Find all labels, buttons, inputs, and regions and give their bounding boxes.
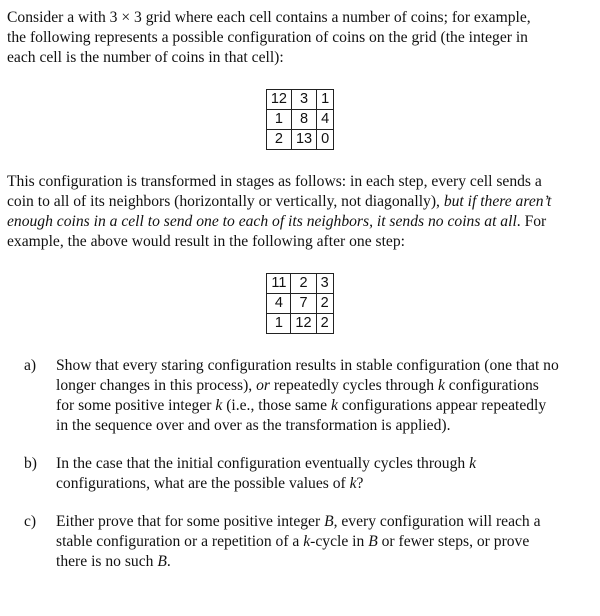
grid-cell: 0 [317,130,334,150]
grid-cell: 1 [267,314,291,334]
math-variable-k: k [303,533,311,550]
transform-emphasis: enough coins in a cell to send one to each of its neighbors, it sends no coins at all [7,213,517,230]
intro-line: Consider a with 3 × 3 grid where each cell contains a number of coins; for example, [7,9,531,26]
question-body [56,512,541,572]
question-text: there is no such [56,553,158,570]
grid-cell: 2 [291,274,316,294]
grid-row [266,110,333,130]
question-text: Either prove that for some positive integer [56,513,325,530]
example-grid-container [7,89,593,150]
grid-cell: 3 [316,274,333,294]
math-variable-k: k [437,377,445,394]
question-line [56,532,541,552]
transform-line [7,192,593,212]
question-line: in the sequence over and over as the transformation is applied). [56,417,451,434]
transform-emphasis: but if there aren’t [443,193,552,210]
transform-line: example, the above would result in the following after one step: [7,233,405,250]
question-text: stable configuration or a repetition of a [56,533,304,550]
question-text: or fewer steps, or prove [377,533,530,550]
transform-text: coin to all of its neighbors (horizontally or vertically, not diagonally), [7,193,444,210]
grid-cell: 4 [267,294,291,314]
transform-line: This configuration is transformed in stages as follows: in each step, every cell sends a [7,173,542,190]
grid-cell: 3 [291,90,316,110]
question-text: . [166,553,171,570]
math-variable-k: k [215,397,223,414]
intro-line: each cell is the number of coins in that cell): [7,49,284,66]
question-line [56,552,541,572]
question-text: ? [356,475,364,492]
question-emphasis: or [256,377,270,394]
grid-cell: 12 [291,314,316,334]
result-grid-container [7,273,593,334]
question-line [56,376,559,396]
question-label: b) [24,455,37,472]
grid-cell: 7 [291,294,316,314]
grid-cell: 11 [267,274,291,294]
question-text: configurations [444,377,539,394]
math-variable-b: B [157,553,167,570]
grid-cell: 12 [266,90,291,110]
grid-row [267,274,333,294]
grid-row [267,314,333,334]
grid-cell: 4 [317,110,334,130]
transform-paragraph [7,172,593,252]
grid-cell: 8 [291,110,316,130]
intro-paragraph [7,8,593,68]
grid-cell: 1 [317,90,334,110]
example-grid [266,89,334,150]
grid-row [266,130,333,150]
grid-cell: 2 [316,314,333,334]
question-text: -cycle in [310,533,369,550]
question-text: In the case that the initial configuration eventually cycles through [56,455,470,472]
question-text: longer changes in this process), [56,377,257,394]
question-label: c) [24,513,37,530]
transform-line [7,212,593,232]
question-text: for some positive integer [56,397,216,414]
grid-cell: 13 [291,130,316,150]
question-line: Show that every staring configuration results in stable configuration (one that no [56,357,559,374]
grid-cell: 1 [266,110,291,130]
intro-line: the following represents a possible configuration of coins on the grid (the integer in [7,29,528,46]
question-text: configurations appear repeatedly [337,397,547,414]
question-text: configurations, what are the possible values of [56,475,350,492]
question-text: (i.e., those same [222,397,331,414]
math-variable-k: k [349,475,357,492]
result-grid [266,273,333,334]
math-variable-k: k [469,455,477,472]
question-line [56,396,559,416]
question-c [7,512,593,572]
math-variable-b: B [324,513,334,530]
question-body [56,454,476,494]
transform-text: . For [516,213,547,230]
grid-cell: 2 [316,294,333,314]
question-line [56,474,476,494]
question-label: a) [24,357,37,374]
grid-cell: 2 [266,130,291,150]
question-a [7,356,593,436]
question-body [56,356,559,436]
grid-row [267,294,333,314]
question-line [56,512,541,532]
grid-row [266,90,333,110]
question-line [56,454,476,474]
problem-page [7,8,593,572]
question-b [7,454,593,494]
math-variable-k: k [331,397,338,414]
math-variable-b: B [368,533,378,550]
question-text: repeatedly cycles through [269,377,438,394]
question-text: , every configuration will reach a [333,513,541,530]
